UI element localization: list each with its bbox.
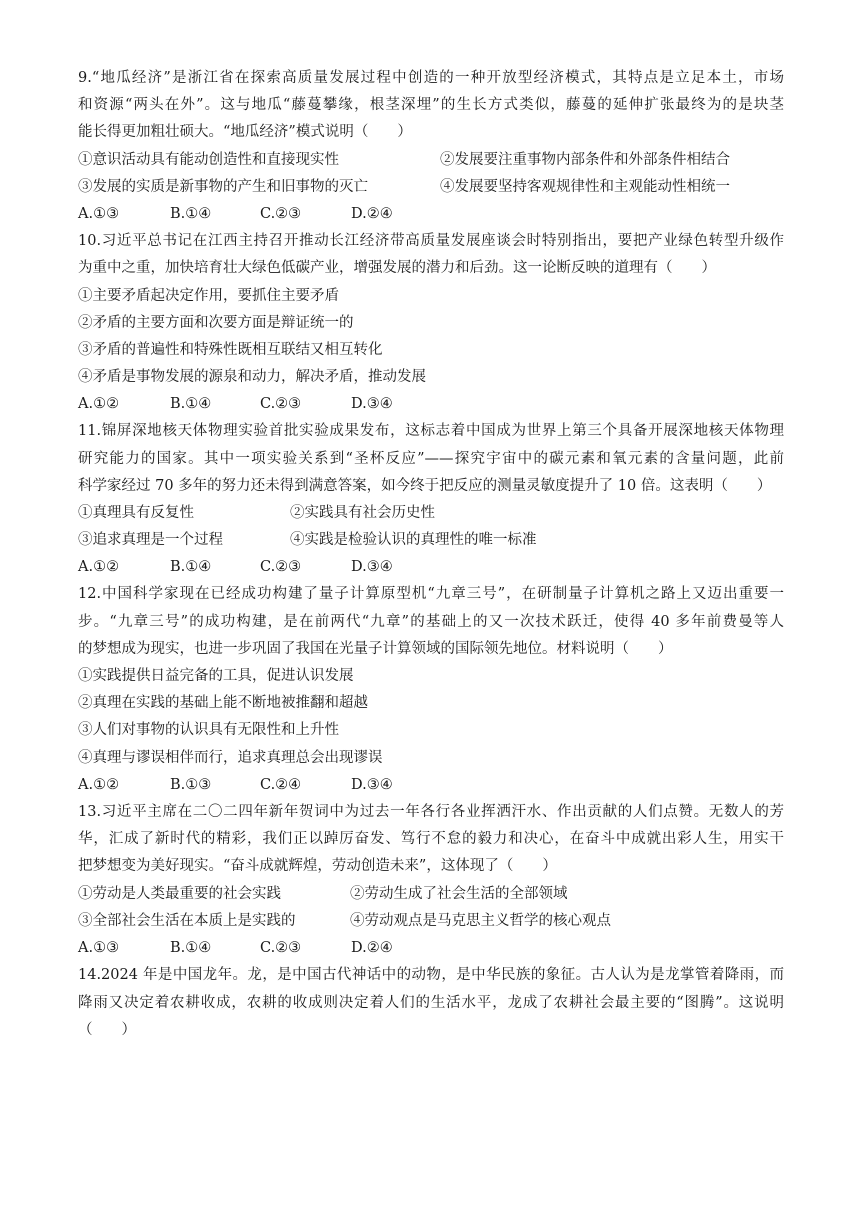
statement-2: ②劳动生成了社会生活的全部领域 bbox=[350, 886, 568, 902]
option-c[interactable]: C.②④ bbox=[260, 777, 302, 793]
question-stem-line: 步。“九章三号”的成功构建，是在前两代“九章”的基础上的又一次技术跃迁，使得 40 多年前费曼等人 bbox=[78, 614, 784, 630]
question-stem-line: 科学家经过 70 多年的努力还未得到满意答案，如今终于把反应的测量灵敏度提升了 10 倍。这表明（ ） bbox=[78, 478, 772, 494]
option-a[interactable]: A.①② bbox=[78, 559, 120, 575]
option-c[interactable]: C.②③ bbox=[260, 396, 302, 412]
statement-4: ④发展要坚持客观规律性和主观能动性相统一 bbox=[440, 179, 730, 195]
question-stem-line: 13.习近平主席在二〇二四年新年贺词中为过去一年各行各业挥洒汗水、作出贡献的人们点赞。无数人的芳 bbox=[78, 804, 784, 820]
option-b[interactable]: B.①④ bbox=[170, 940, 212, 956]
statement-4: ④实践是检验认识的真理性的唯一标准 bbox=[290, 532, 537, 548]
option-a[interactable]: A.①③ bbox=[78, 940, 120, 956]
statement-2: ②发展要注重事物内部条件和外部条件相结合 bbox=[440, 152, 730, 168]
question-stem-line: （ ） bbox=[78, 1022, 136, 1038]
question-stem-line: 把梦想变为美好现实。“奋斗成就辉煌，劳动创造未来”，这体现了（ ） bbox=[78, 858, 557, 874]
question-stem-line: 能长得更加粗壮硕大。“地瓜经济”模式说明（ ） bbox=[78, 124, 412, 140]
option-b[interactable]: B.①③ bbox=[170, 777, 212, 793]
statement-1: ①劳动是人类最重要的社会实践 bbox=[78, 886, 281, 902]
option-d[interactable]: D.②④ bbox=[351, 940, 393, 956]
question-stem-line: 10.习近平总书记在江西主持召开推动长江经济带高质量发展座谈会时特别指出，要把产业绿色转型升级作 bbox=[78, 233, 784, 249]
option-a[interactable]: A.①② bbox=[78, 396, 120, 412]
question-stem-line: 14.2024 年是中国龙年。龙，是中国古代神话中的动物，是中华民族的象征。古人认为是龙掌管着降雨，而 bbox=[78, 967, 784, 983]
statement-1: ①真理具有反复性 bbox=[78, 505, 194, 521]
statement-1: ①主要矛盾起决定作用，要抓住主要矛盾 bbox=[78, 288, 339, 304]
question-stem-line: 12.中国科学家现在已经成功构建了量子计算原型机“九章三号”，在研制量子计算机之路上又迈出重要一 bbox=[78, 586, 784, 602]
question-stem-line: 和资源“两头在外”。这与地瓜“藤蔓攀缘，根茎深埋”的生长方式类似，藤蔓的延伸扩张最终为的是块茎 bbox=[78, 97, 784, 113]
question-stem-line: 9.“地瓜经济”是浙江省在探索高质量发展过程中创造的一种开放型经济模式，其特点是立足本土，市场 bbox=[78, 70, 784, 86]
option-b[interactable]: B.①④ bbox=[170, 559, 212, 575]
question-stem-line: 降雨又决定着农耕收成，农耕的收成则决定着人们的生活水平，龙成了农耕社会最主要的“图腾”。这说明 bbox=[78, 995, 784, 1011]
statement-1: ①意识活动具有能动创造性和直接现实性 bbox=[78, 152, 339, 168]
option-d[interactable]: D.③④ bbox=[351, 396, 393, 412]
statement-1: ①实践提供日益完备的工具，促进认识发展 bbox=[78, 668, 354, 684]
question-stem-line: 11.锦屏深地核天体物理实验首批实验成果发布，这标志着中国成为世界上第三个具备开展深地核天体物理 bbox=[78, 423, 784, 439]
option-c[interactable]: C.②③ bbox=[260, 206, 302, 222]
question-stem-line: 华，汇成了新时代的精彩，我们正以踔厉奋发、笃行不怠的毅力和决心，在奋斗中成就出彩人生，用实干 bbox=[78, 831, 784, 847]
statement-4: ④劳动观点是马克思主义哲学的核心观点 bbox=[350, 913, 611, 929]
statement-3: ③全部社会生活在本质上是实践的 bbox=[78, 913, 296, 929]
option-b[interactable]: B.①④ bbox=[170, 396, 212, 412]
question-stem-line: 研究能力的国家。其中一项实验关系到“圣杯反应”——探究宇宙中的碳元素和氧元素的含量问题，此前 bbox=[78, 451, 784, 467]
question-stem-line: 为重中之重，加快培育壮大绿色低碳产业，增强发展的潜力和后劲。这一论断反映的道理有（ ） bbox=[78, 260, 716, 276]
option-d[interactable]: D.③④ bbox=[351, 777, 393, 793]
option-d[interactable]: D.③④ bbox=[351, 559, 393, 575]
statement-3: ③追求真理是一个过程 bbox=[78, 532, 223, 548]
statement-4: ④矛盾是事物发展的源泉和动力，解决矛盾，推动发展 bbox=[78, 369, 426, 385]
statement-3: ③发展的实质是新事物的产生和旧事物的灭亡 bbox=[78, 179, 368, 195]
statement-3: ③人们对事物的认识具有无限性和上升性 bbox=[78, 722, 339, 738]
option-b[interactable]: B.①④ bbox=[170, 206, 212, 222]
option-a[interactable]: A.①③ bbox=[78, 206, 120, 222]
statement-2: ②矛盾的主要方面和次要方面是辩证统一的 bbox=[78, 315, 354, 331]
option-c[interactable]: C.②③ bbox=[260, 940, 302, 956]
statement-4: ④真理与谬误相伴而行，追求真理总会出现谬误 bbox=[78, 750, 383, 766]
statement-2: ②实践具有社会历史性 bbox=[290, 505, 435, 521]
option-c[interactable]: C.②③ bbox=[260, 559, 302, 575]
option-a[interactable]: A.①② bbox=[78, 777, 120, 793]
statement-2: ②真理在实践的基础上能不断地被推翻和超越 bbox=[78, 695, 368, 711]
option-d[interactable]: D.②④ bbox=[351, 206, 393, 222]
question-stem-line: 的梦想成为现实，也进一步巩固了我国在光量子计算领域的国际领先地位。材料说明（ ） bbox=[78, 641, 673, 657]
statement-3: ③矛盾的普遍性和特殊性既相互联结又相互转化 bbox=[78, 342, 383, 358]
